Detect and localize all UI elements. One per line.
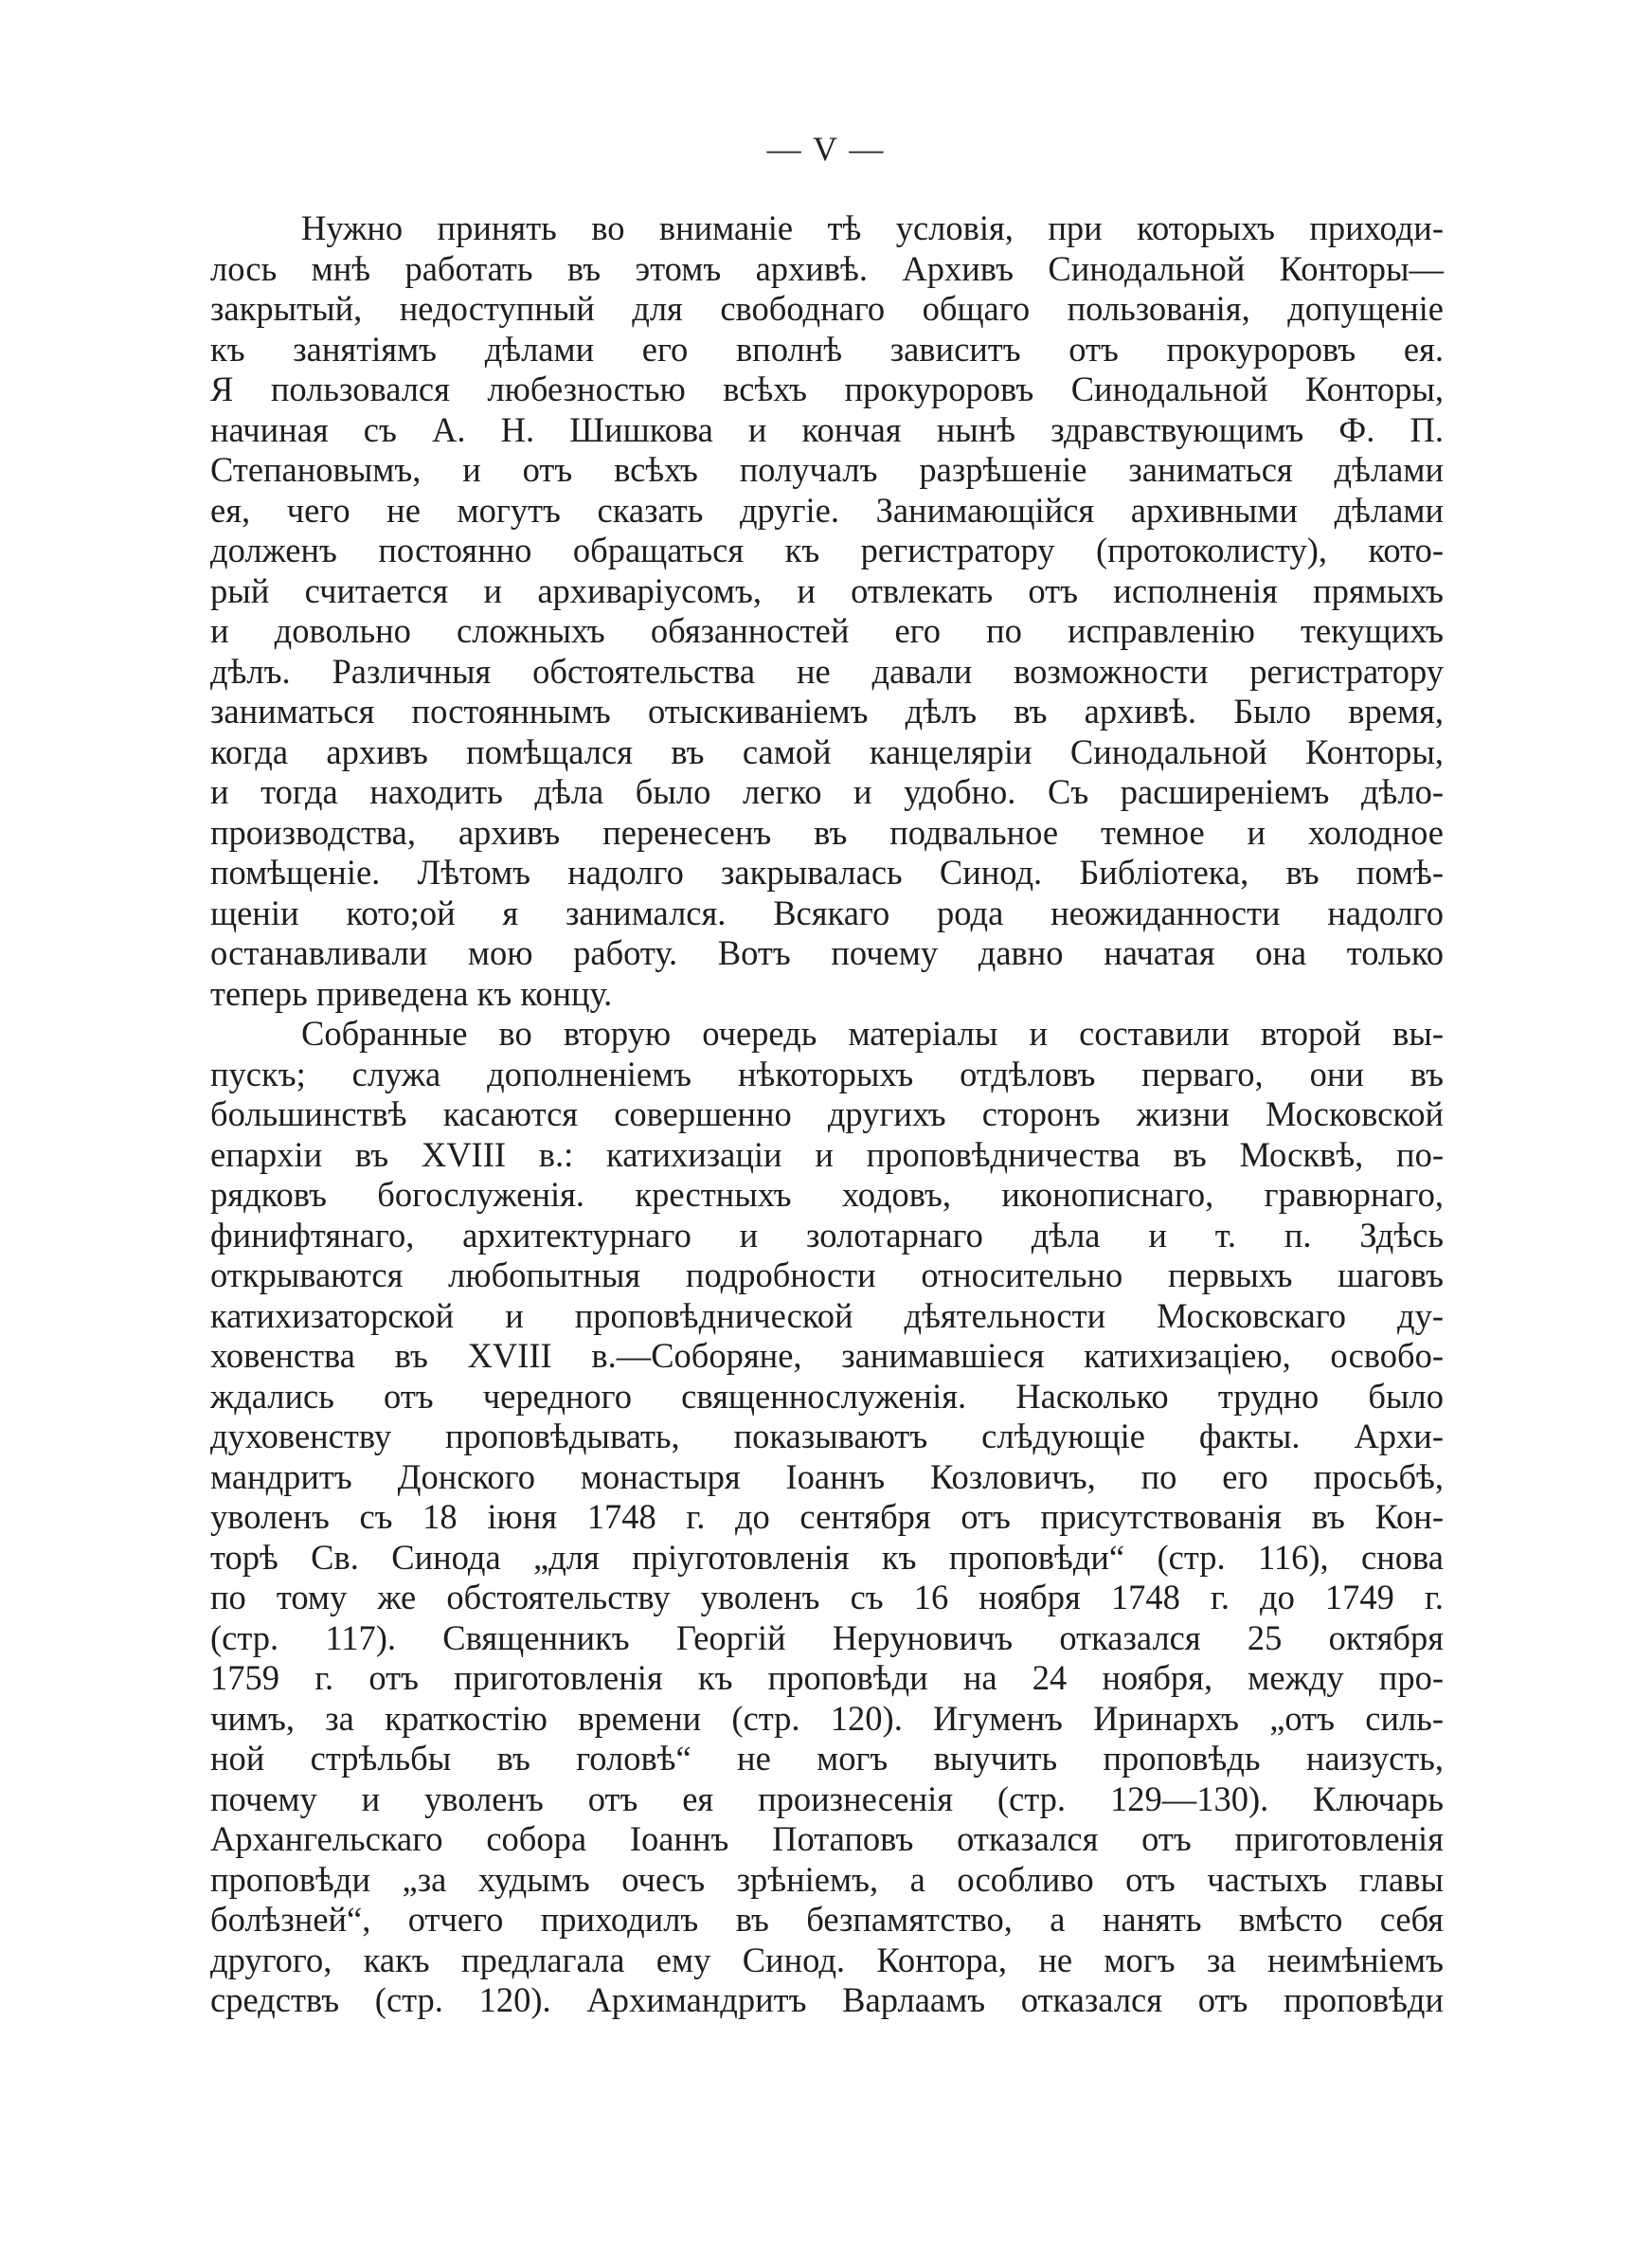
text-line: Я пользовался любезностью всѣхъ прокуроровъ Синодальной Конторы,	[210, 370, 1444, 408]
text-line: пускъ; служа дополненіемъ нѣкоторыхъ отдѣловъ перваго, они въ	[210, 1054, 1444, 1093]
text-line: и довольно сложныхъ обязанностей его по исправленію текущихъ	[210, 611, 1444, 650]
text-line: торѣ Св. Синода „для пріуготовленія къ проповѣди“ (стр. 116), снова	[210, 1537, 1444, 1577]
text-line: большинствѣ касаются совершенно другихъ сторонъ жизни Московской	[210, 1094, 1444, 1133]
text-line: ховенства въ XVIII в.—Соборяне, занимавшіеся катихизаціею, освобо-	[210, 1336, 1444, 1375]
text-line: лось мнѣ работать въ этомъ архивѣ. Архивъ Синодальной Конторы—	[210, 248, 1444, 288]
text-line: Степановымъ, и отъ всѣхъ получалъ разрѣшеніе заниматься дѣлами	[210, 450, 1444, 489]
text-line: катихизаторской и проповѣднической дѣятельности Московскаго ду-	[210, 1295, 1444, 1335]
text-line: болѣзней“, отчего приходилъ въ безпамятство, а нанять вмѣсто себя	[210, 1900, 1444, 1939]
text-line: чимъ, за краткостію времени (стр. 120). Игуменъ Иринархъ „отъ силь-	[210, 1698, 1444, 1738]
text-line: духовенству проповѣдывать, показываютъ слѣдующіе факты. Архи-	[210, 1417, 1444, 1455]
text-line: заниматься постояннымъ отыскиваніемъ дѣлъ въ архивѣ. Было время,	[210, 692, 1444, 731]
text-line: финифтянаго, архитектурнаго и золотарнаго дѣла и т. п. Здѣсь	[210, 1215, 1444, 1255]
text-line: по тому же обстоятельству уволенъ съ 16 ноября 1748 г. до 1749 г.	[210, 1578, 1444, 1616]
text-line: ной стрѣльбы въ головѣ“ не могъ выучить проповѣдь наизусть,	[210, 1739, 1444, 1778]
page-number: — V —	[766, 130, 886, 168]
text-line: епархіи въ XVIII в.: катихизаціи и проповѣдничества въ Москвѣ, по-	[210, 1134, 1444, 1174]
text-line: къ занятіямъ дѣлами его вполнѣ зависитъ отъ прокуроровъ ея.	[210, 329, 1444, 369]
text-line: средствъ (стр. 120). Архимандритъ Варлаамъ отказался отъ проповѣди	[210, 1980, 1444, 2019]
text-line: начиная съ А. Н. Шишкова и кончая нынѣ здравствующимъ Ф. П.	[210, 409, 1444, 449]
text-line: другого, какъ предлагала ему Синод. Контора, не могъ за неимѣніемъ	[210, 1940, 1444, 1979]
text-line: Нужно принять во вниманіе тѣ условія, при которыхъ приходи-	[301, 208, 1444, 247]
text-line: ея, чего не могутъ сказать другіе. Занимающійся архивными дѣлами	[210, 490, 1444, 530]
text-line: ждались отъ чередного священнослуженія. Насколько трудно было	[210, 1376, 1444, 1416]
text-line: помѣщеніе. Лѣтомъ надолго закрывалась Синод. Библіотека, въ помѣ-	[210, 853, 1444, 892]
text-line: долженъ постоянно обращаться къ регистратору (протоколисту), кото-	[210, 531, 1444, 569]
text-line: (стр. 117). Священникъ Георгій Неруновичъ отказался 25 октября	[210, 1617, 1444, 1657]
text-line: когда архивъ помѣщался въ самой канцеляріи Синодальной Конторы,	[210, 731, 1444, 771]
text-line: мандритъ Донского монастыря Іоаннъ Козловичъ, по его просьбѣ,	[210, 1456, 1444, 1496]
text-line: проповѣди „за худымъ очесъ зрѣніемъ, а особливо отъ частыхъ главы	[210, 1859, 1444, 1899]
text-line: 1759 г. отъ приготовленія къ проповѣди на 24 ноября, между про-	[210, 1658, 1444, 1697]
text-line: и тогда находить дѣла было легко и удобно. Съ расширеніемъ дѣло-	[210, 772, 1444, 811]
text-line: Собранные во вторую очередь матеріалы и составили второй вы-	[301, 1014, 1444, 1053]
text-line: рядковъ богослуженія. крестныхъ ходовъ, иконописнаго, гравюрнаго,	[210, 1175, 1444, 1214]
text-line: дѣлъ. Различныя обстоятельства не давали возможности регистратору	[210, 651, 1444, 691]
text-line: уволенъ съ 18 іюня 1748 г. до сентября отъ присутствованія въ Кон-	[210, 1497, 1444, 1536]
text-line: почему и уволенъ отъ ея произнесенія (стр. 129—130). Ключарь	[210, 1779, 1444, 1818]
body-text	[210, 208, 1444, 2021]
text-line: щеніи кото;ой я занимался. Всякаго рода неожиданности надолго	[210, 893, 1444, 932]
text-line: Архангельскаго собора Іоаннъ Потаповъ отказался отъ приготовленія	[210, 1819, 1444, 1858]
text-line: теперь приведена къ концу.	[210, 973, 613, 1013]
text-line: останавливали мою работу. Вотъ почему давно начатая она только	[210, 933, 1444, 972]
text-line: открываются любопытныя подробности относительно первыхъ шаговъ	[210, 1255, 1444, 1294]
text-line: производства, архивъ перенесенъ въ подвальное темное и холодное	[210, 812, 1444, 852]
text-line: закрытый, недоступный для свободнаго общаго пользованія, допущеніе	[210, 289, 1444, 328]
text-line: рый считается и архиваріусомъ, и отвлекать отъ исполненія прямыхъ	[210, 570, 1444, 610]
